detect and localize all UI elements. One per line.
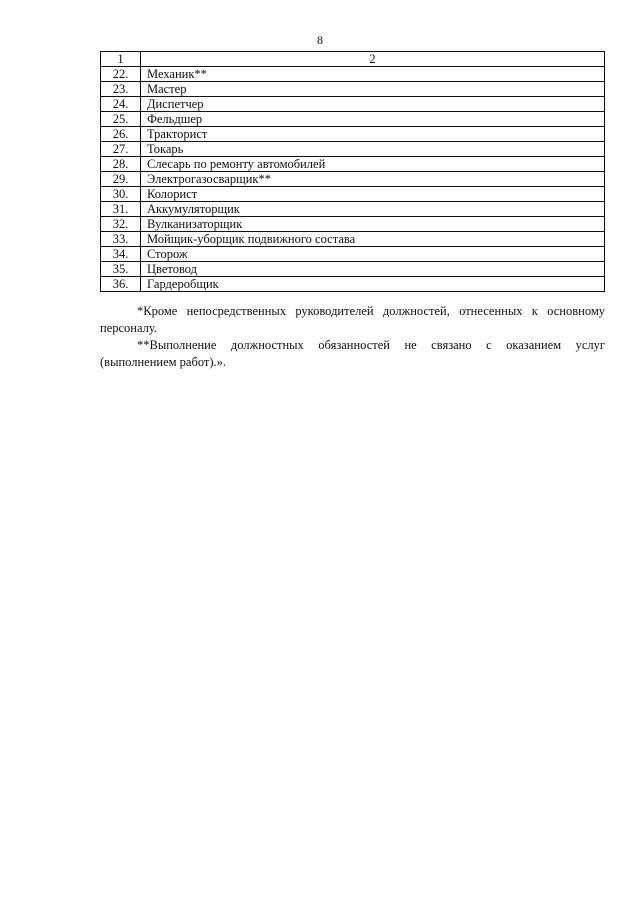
row-position-name: Электрогазосварщик** <box>141 172 605 187</box>
row-position-name: Колорист <box>141 187 605 202</box>
row-number: 29. <box>101 172 141 187</box>
row-number: 32. <box>101 217 141 232</box>
row-position-name: Вулканизаторщик <box>141 217 605 232</box>
row-number: 24. <box>101 97 141 112</box>
table-row <box>101 277 605 292</box>
footnotes <box>100 303 605 371</box>
row-number: 26. <box>101 127 141 142</box>
table-body <box>101 67 605 292</box>
row-number: 33. <box>101 232 141 247</box>
row-number: 28. <box>101 157 141 172</box>
page-number: 8 <box>317 33 323 47</box>
row-position-name: Механик** <box>141 67 605 82</box>
row-position-name: Диспетчер <box>141 97 605 112</box>
row-number: 27. <box>101 142 141 157</box>
row-position-name: Аккумуляторщик <box>141 202 605 217</box>
row-position-name: Слесарь по ремонту автомобилей <box>141 157 605 172</box>
table-row <box>101 142 605 157</box>
row-number: 31. <box>101 202 141 217</box>
table-row <box>101 112 605 127</box>
row-position-name: Мойщик-уборщик подвижного состава <box>141 232 605 247</box>
positions-table <box>100 51 605 292</box>
row-number: 23. <box>101 82 141 97</box>
row-number: 36. <box>101 277 141 292</box>
row-number: 30. <box>101 187 141 202</box>
row-number: 34. <box>101 247 141 262</box>
footnote-double-asterisk: **Выполнение должностных обязанностей не связано с оказанием услуг (выполнением работ).». <box>100 338 605 369</box>
table-row <box>101 82 605 97</box>
row-position-name: Тракторист <box>141 127 605 142</box>
column-header-number: 1 <box>101 52 141 67</box>
table-row <box>101 247 605 262</box>
table-row <box>101 97 605 112</box>
table-row <box>101 202 605 217</box>
table-row <box>101 187 605 202</box>
row-position-name: Токарь <box>141 142 605 157</box>
row-position-name: Мастер <box>141 82 605 97</box>
table-row <box>101 127 605 142</box>
table-row <box>101 172 605 187</box>
row-number: 25. <box>101 112 141 127</box>
row-position-name: Гардеробщик <box>141 277 605 292</box>
row-number: 35. <box>101 262 141 277</box>
table-row <box>101 217 605 232</box>
row-number: 22. <box>101 67 141 82</box>
table-header-row <box>101 52 605 67</box>
row-position-name: Сторож <box>141 247 605 262</box>
row-position-name: Цветовод <box>141 262 605 277</box>
table-row <box>101 157 605 172</box>
column-header-name: 2 <box>141 52 605 67</box>
footnote-single-asterisk: *Кроме непосредственных руководителей должностей, отнесенных к основному персоналу. <box>100 304 605 335</box>
table-row <box>101 232 605 247</box>
table-row <box>101 67 605 82</box>
table-row <box>101 262 605 277</box>
row-position-name: Фельдшер <box>141 112 605 127</box>
